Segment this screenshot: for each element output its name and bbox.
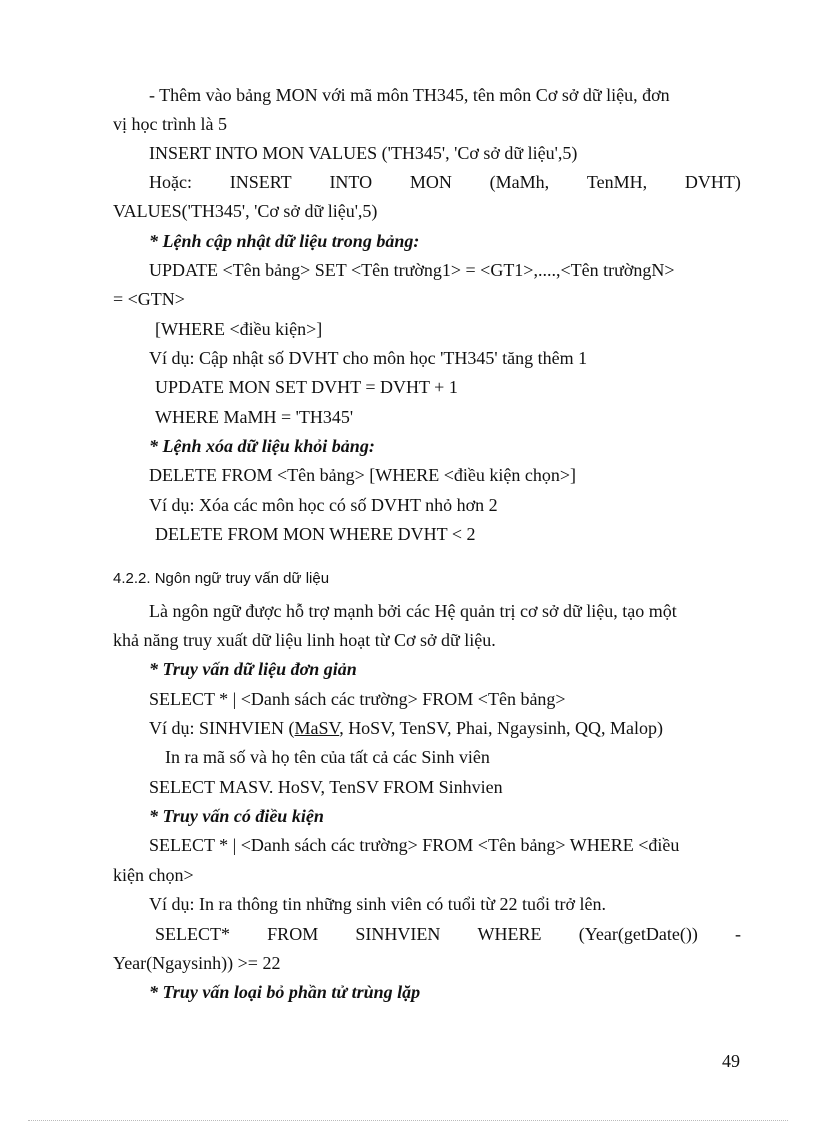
sql-syntax: SELECT * | <Danh sách các trường> FROM <Tên bảng> WHERE <điều: [149, 835, 680, 855]
sql-statement: VALUES('TH345', 'Cơ sở dữ liệu',5): [113, 201, 378, 221]
section-subheading: * Truy vấn loại bỏ phần tử trùng lặp: [149, 982, 421, 1002]
example-text: In ra mã số và họ tên của tất cả các Sinh viên: [165, 747, 490, 767]
word: (MaMh,: [489, 172, 550, 192]
sql-statement: Year(Ngaysinh)) >= 22: [113, 953, 281, 973]
sql-statement: [155, 921, 741, 947]
example-text: [149, 715, 663, 741]
sql-syntax: DELETE FROM <Tên bảng> [WHERE <điều kiện chọn>]: [149, 465, 577, 485]
paragraph-line: Là ngôn ngữ được hỗ trợ mạnh bởi các Hệ quản trị cơ sở dữ liệu, tạo một: [149, 601, 677, 621]
word: MON: [409, 172, 452, 192]
sql-statement: WHERE MaMH = 'TH345': [155, 407, 354, 427]
word: SINHVIEN: [355, 924, 441, 944]
word: SELECT*: [155, 924, 230, 944]
section-subheading: * Truy vấn có điều kiện: [149, 806, 324, 826]
sql-statement: SELECT MASV. HoSV, TenSV FROM Sinhvien: [149, 777, 503, 797]
example-text: Ví dụ: Cập nhật số DVHT cho môn học 'TH345' tăng thêm 1: [149, 348, 588, 368]
word: (Year(getDate()): [578, 924, 698, 944]
example-suffix: , HoSV, TenSV, Phai, Ngaysinh, QQ, Malop): [339, 718, 663, 738]
sql-syntax: [WHERE <điều kiện>]: [155, 319, 323, 339]
paragraph-line: vị học trình là 5: [113, 114, 227, 134]
sql-statement: UPDATE MON SET DVHT = DVHT + 1: [155, 377, 458, 397]
sql-statement: [149, 169, 741, 195]
sql-statement: INSERT INTO MON VALUES ('TH345', 'Cơ sở dữ liệu',5): [149, 143, 578, 163]
section-subheading: * Lệnh xóa dữ liệu khỏi bảng:: [149, 436, 375, 456]
word: TenMH,: [586, 172, 648, 192]
example-text: Ví dụ: Xóa các môn học có số DVHT nhỏ hơn 2: [149, 495, 498, 515]
paragraph-line: - Thêm vào bảng MON với mã môn TH345, tên môn Cơ sở dữ liệu, đơn: [149, 85, 670, 105]
section-subheading: * Truy vấn dữ liệu đơn giản: [149, 659, 357, 679]
word: FROM: [267, 924, 319, 944]
sql-syntax: = <GTN>: [113, 289, 185, 309]
footer-divider: [28, 1120, 788, 1121]
primary-key-field: MaSV: [294, 718, 340, 738]
word: Hoặc:: [149, 172, 192, 192]
page-number: 49: [722, 1051, 740, 1071]
word: DVHT): [684, 172, 741, 192]
word: WHERE: [477, 924, 542, 944]
sql-syntax: UPDATE <Tên bảng> SET <Tên trường1> = <GT1>,....,<Tên trườngN>: [149, 260, 675, 280]
sql-syntax: kiện chọn>: [113, 865, 194, 885]
example-text: Ví dụ: In ra thông tin những sinh viên có tuổi từ 22 tuổi trở lên.: [149, 894, 606, 914]
paragraph-line: khả năng truy xuất dữ liệu linh hoạt từ Cơ sở dữ liệu.: [113, 630, 496, 650]
section-subheading: * Lệnh cập nhật dữ liệu trong bảng:: [149, 231, 420, 251]
word: INTO: [329, 172, 373, 192]
sql-syntax: SELECT * | <Danh sách các trường> FROM <Tên bảng>: [149, 689, 566, 709]
example-prefix: Ví dụ: SINHVIEN (: [149, 718, 295, 738]
section-heading: 4.2.2. Ngôn ngữ truy vấn dữ liệu: [113, 570, 330, 587]
word: INSERT: [229, 172, 292, 192]
word: -: [734, 924, 741, 944]
sql-statement: DELETE FROM MON WHERE DVHT < 2: [155, 524, 476, 544]
